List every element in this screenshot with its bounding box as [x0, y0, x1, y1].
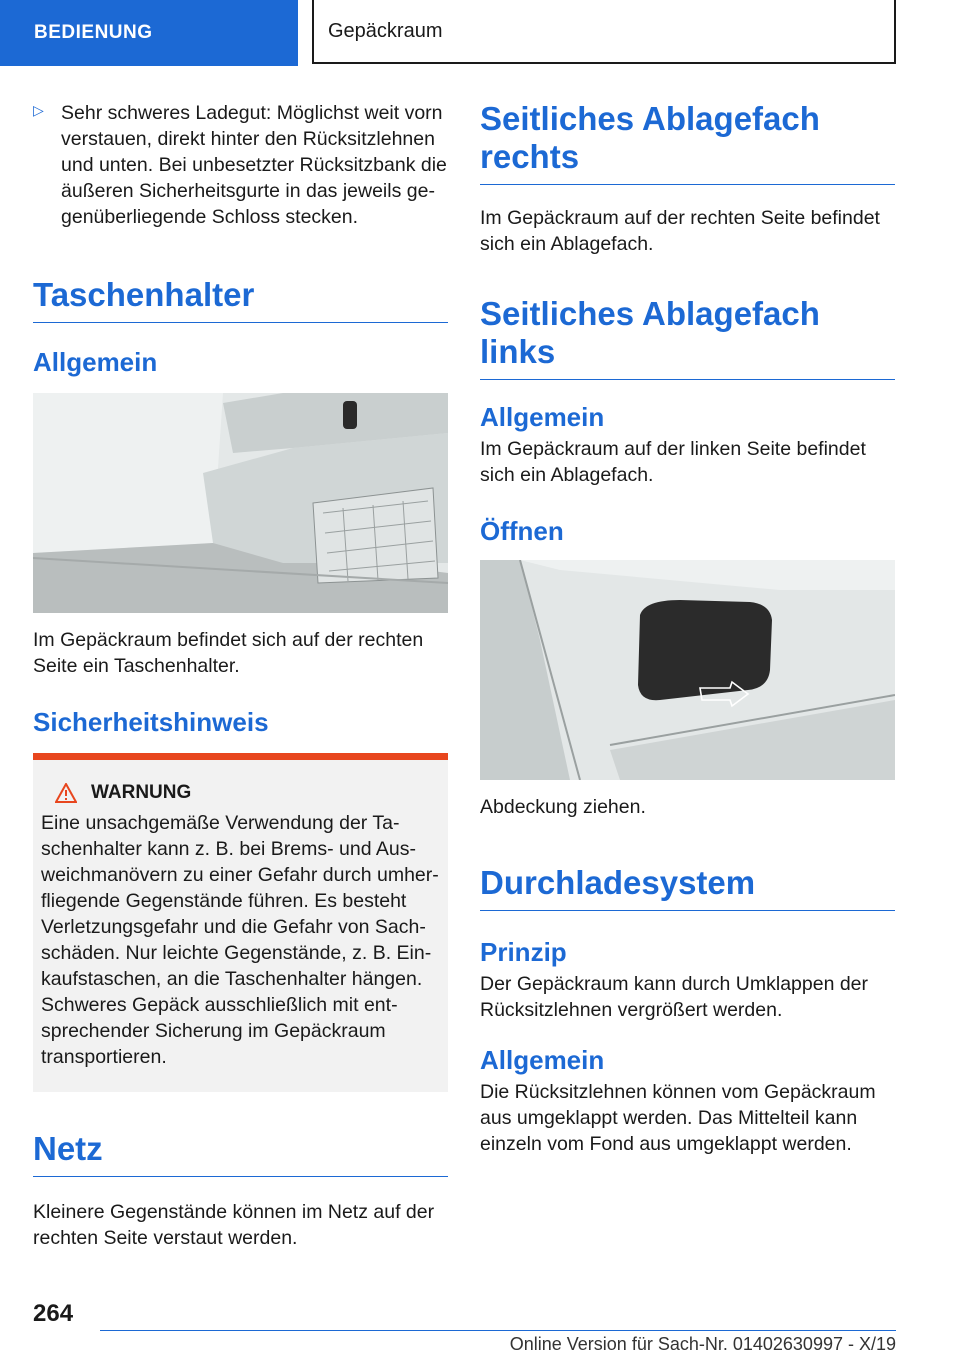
warning-triangle-icon	[55, 783, 77, 803]
subheading-allgemein: Allgemein	[480, 402, 605, 432]
subheading-sicherheitshinweis: Sicherheitshinweis	[33, 707, 269, 737]
triangle-bullet-icon: ▷	[33, 102, 44, 118]
left-column	[33, 100, 448, 1251]
paragraph: Die Rücksitzlehnen können vom Gepäckraum aus umgeklappt werden. Das Mittelteil kann einzeln vom Fond aus umgeklappt werden.	[480, 1081, 876, 1155]
footer-divider	[100, 1330, 896, 1331]
heading-durchladesystem: Durchladesystem	[480, 864, 895, 911]
heading-netz: Netz	[33, 1130, 448, 1177]
paragraph: Im Gepäckraum befindet sich auf der rechten Seite ein Taschenhalter.	[33, 629, 424, 677]
paragraph: Der Gepäckraum kann durch Umklappen der Rücksitzlehnen vergrößert werden.	[480, 973, 869, 1021]
list-item: ▷ Sehr schweres Ladegut: Möglichst weit vorn verstauen, direkt hinter den Rücksitzlehnen und unten. Bei unbesetzter Rücksitzbank die äußeren Sicherheitsgurte in das jeweils gegenüberliegende Schloss stecken.	[33, 102, 447, 228]
right-column	[480, 100, 895, 1157]
bag-holder-image	[33, 393, 448, 613]
heading-ablagefach-links: Seitliches Ablagefach links	[480, 295, 895, 380]
paragraph: Abdeckung ziehen.	[480, 796, 646, 818]
heading-taschenhalter: Taschenhalter	[33, 276, 448, 323]
subheading-allgemein: Allgemein	[33, 347, 158, 377]
subheading-prinzip: Prinzip	[480, 937, 567, 967]
subheading-oeffnen: Öffnen	[480, 516, 564, 546]
paragraph: Kleinere Gegenstände können im Netz auf der rechten Seite verstaut werden.	[33, 1201, 435, 1249]
warning-label: WARNUNG	[91, 782, 192, 803]
page-number: 264	[33, 1300, 74, 1327]
heading-ablagefach-rechts: Seitliches Ablagefach rechts	[480, 100, 895, 185]
paragraph: Im Gepäckraum auf der linken Seite befindet sich ein Ablagefach.	[480, 438, 866, 486]
storage-compartment-image	[480, 560, 895, 780]
paragraph: Im Gepäckraum auf der rechten Seite befindet sich ein Ablagefach.	[480, 207, 880, 255]
section-tab: BEDIENUNG	[0, 0, 298, 66]
footer-version: Online Version für Sach-Nr. 01402630997 - X/19	[509, 1334, 896, 1354]
warning-text: Eine unsachgemäße Verwendung der Taschenhalter kann z. B. bei Brems- und Ausweichmanövern zu einer Gefahr durch umherfliegende Gegenstände führen. Es besteht Verletzungsgefahr und die Gefahr von Sachschäden. Nur leichte Gegenstände, z. B. Einkaufstaschen, an die Taschenhalter hängen. Schweres Gepäck ausschließlich mit entsprechender Sicherung im Gepäckraum transportieren.	[41, 812, 439, 1068]
warning-box	[33, 753, 448, 1092]
subheading-allgemein-2: Allgemein	[480, 1045, 605, 1075]
page-title: Gepäckraum	[312, 0, 896, 64]
